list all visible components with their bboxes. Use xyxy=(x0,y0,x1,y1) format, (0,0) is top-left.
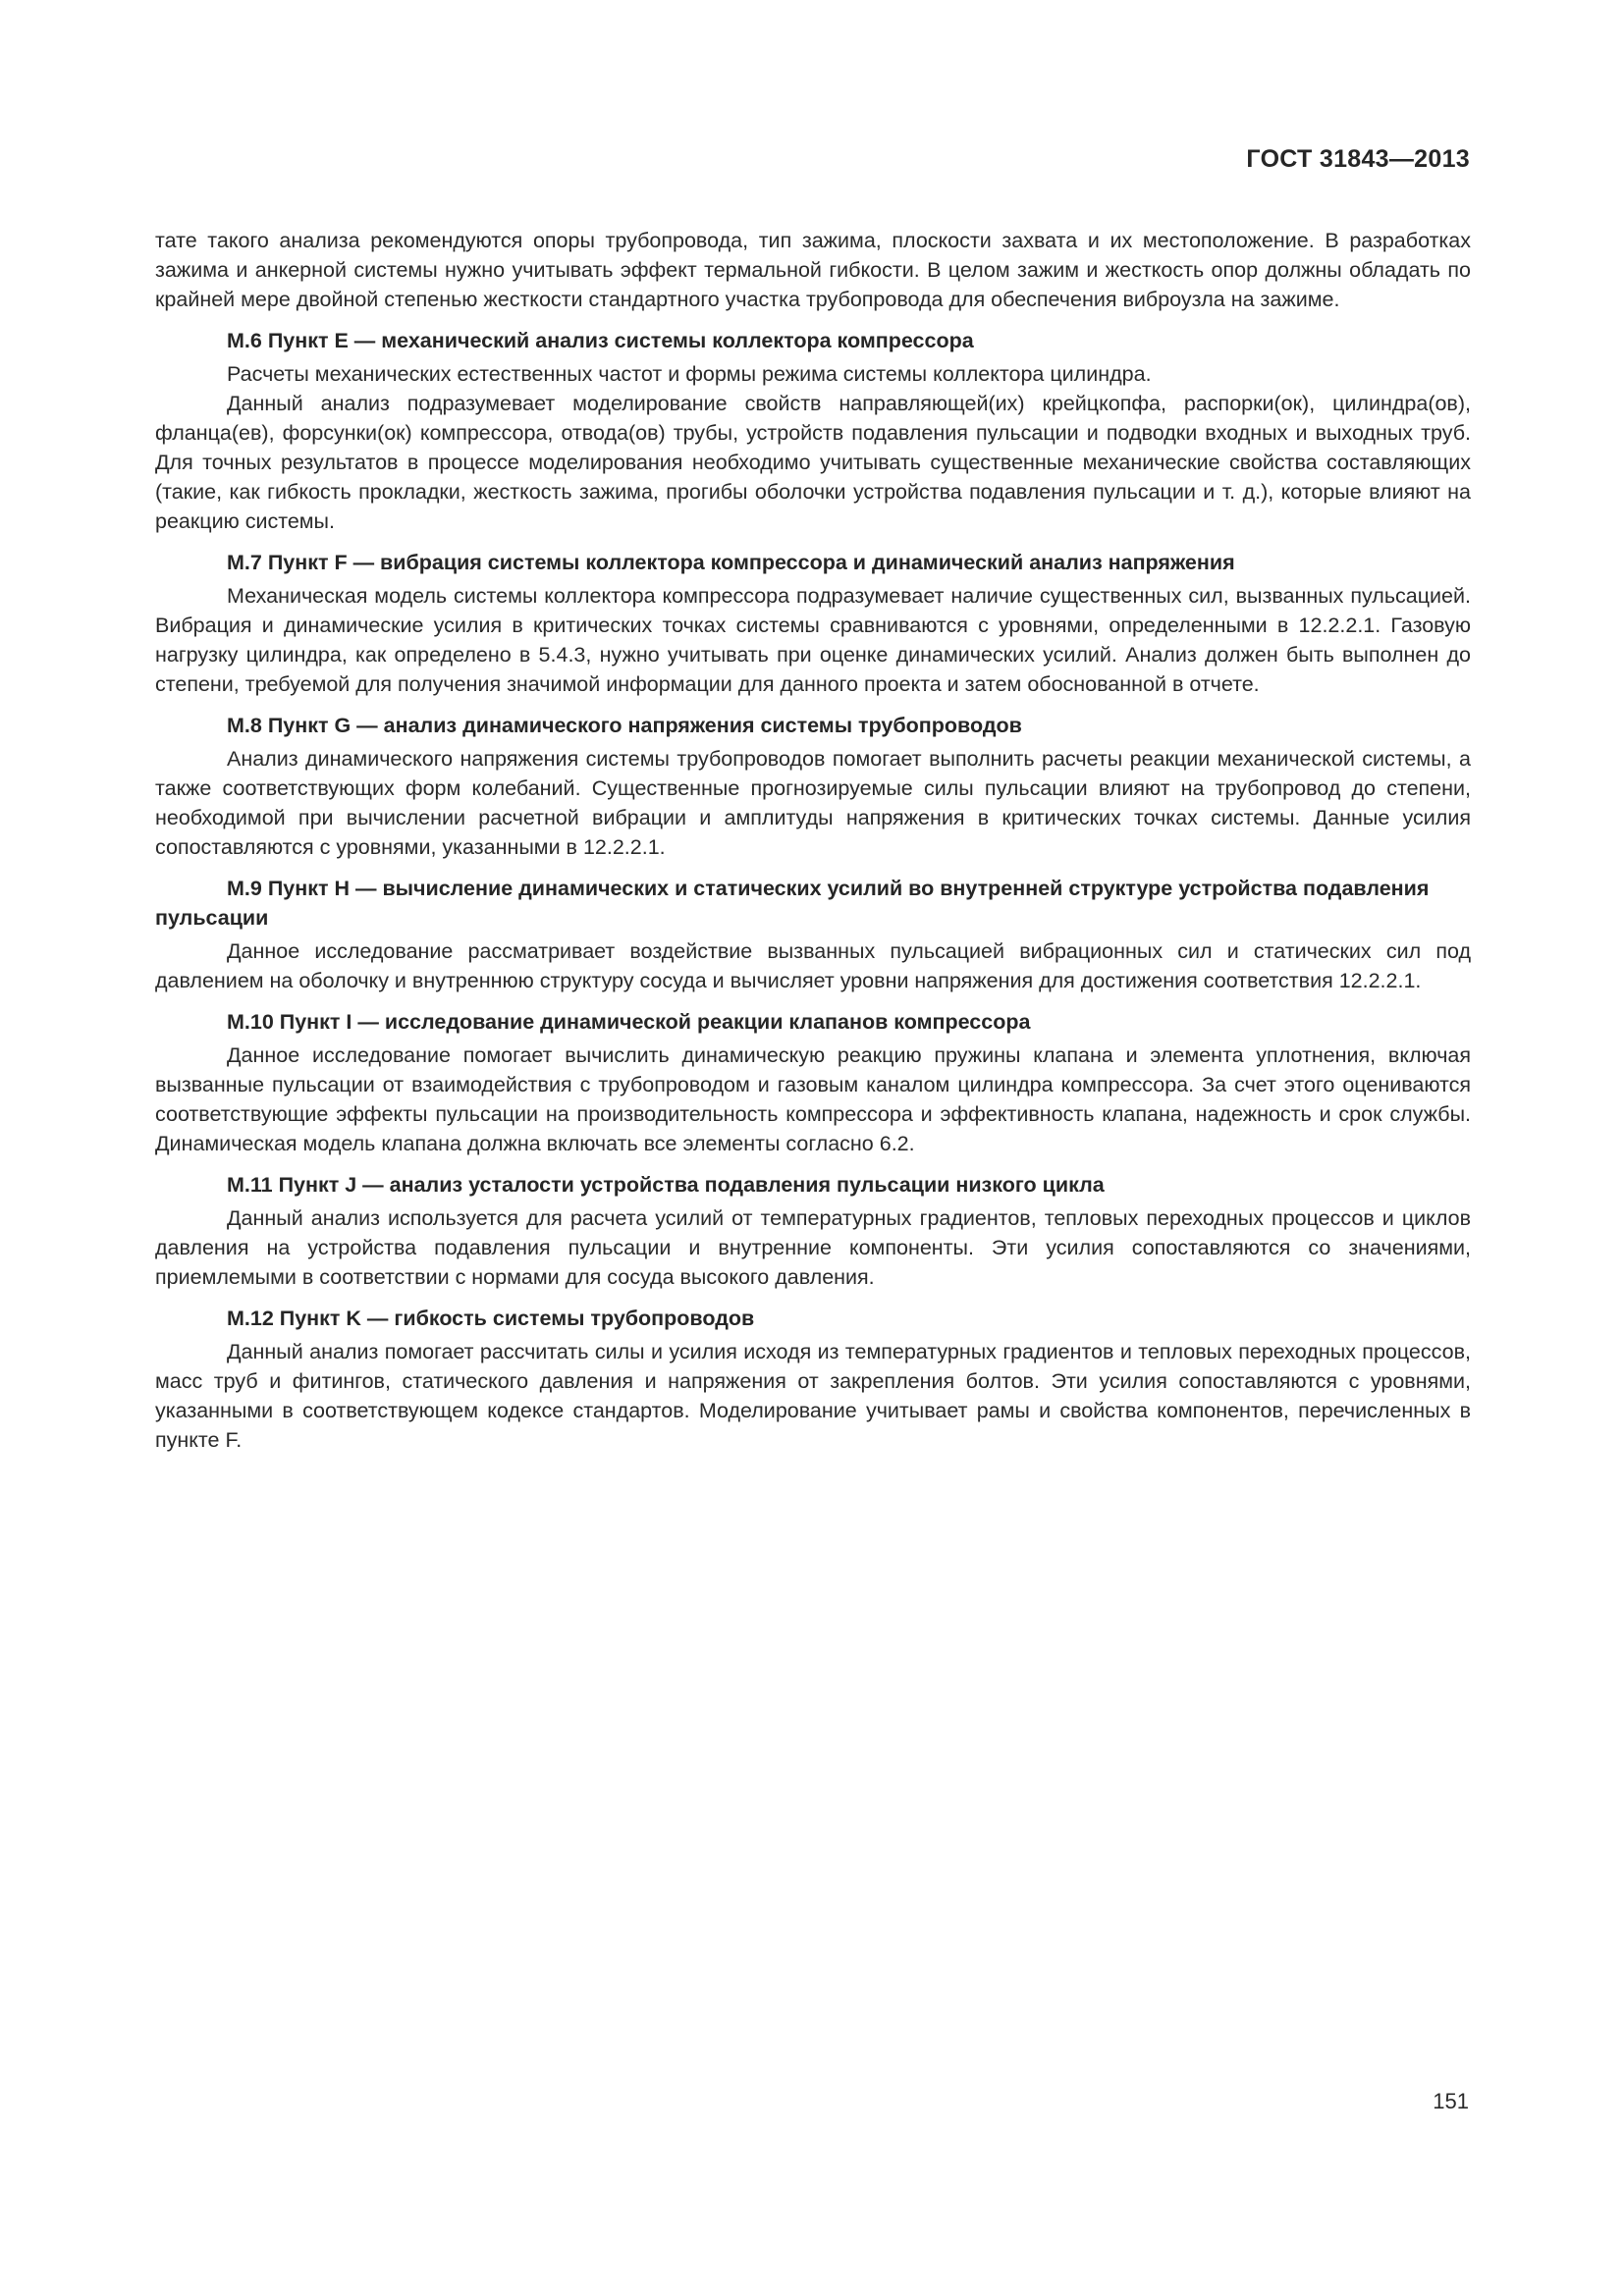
section-heading: М.7 Пункт F — вибрация системы коллектора компрессора и динамический анализ напряжения xyxy=(227,551,1235,574)
section-m8 xyxy=(155,711,1471,862)
section-paragraph: Данное исследование помогает вычислить динамическую реакцию пружины клапана и элемента уплотнения, включая вызванные пульсации от взаимодействия с трубопроводом и газовым каналом цилиндра компрессора. За счет этого оцениваются соответствующие эффекты пульсации на производительность компрессора и эффективность клапана, надежность и срок службы. Динамическая модель клапана должна включать все элементы согласно 6.2. xyxy=(155,1043,1471,1155)
section-heading: М.9 Пункт Н — вычисление динамических и статических усилий во внутренней структуре устройства подавления пульсации xyxy=(155,877,1430,930)
section-heading: М.6 Пункт Е — механический анализ системы коллектора компрессора xyxy=(227,329,974,352)
section-heading: М.11 Пункт J — анализ усталости устройства подавления пульсации низкого цикла xyxy=(227,1173,1105,1197)
section-m11 xyxy=(155,1170,1471,1292)
section-heading: М.8 Пункт G — анализ динамического напряжения системы трубопроводов xyxy=(227,714,1022,737)
section-paragraph: Расчеты механических естественных частот и формы режима системы коллектора цилиндра. xyxy=(227,362,1152,386)
section-paragraph: Данный анализ используется для расчета усилий от температурных градиентов, тепловых переходных процессов и циклов давления на устройства подавления пульсации и внутренние компоненты. Эти усилия сопоставляются со значениями, приемлемыми в соответствии с нормами для сосуда высокого давления. xyxy=(155,1206,1471,1289)
section-heading: М.12 Пункт K — гибкость системы трубопроводов xyxy=(227,1307,755,1330)
document-header: ГОСТ 31843—2013 xyxy=(1246,145,1470,173)
section-paragraph: Механическая модель системы коллектора компрессора подразумевает наличие существенных сил, вызванных пульсацией. Вибрация и динамические усилия в критических точках системы сравниваются с уровнями, определенными в 12.2.2.1. Газовую нагрузку цилиндра, как определено в 5.4.3, нужно учитывать при оценке динамических усилий. Анализ должен быть выполнен до степени, требуемой для получения значимой информации для данного проекта и затем обоснованной в отчете. xyxy=(155,584,1471,696)
section-m10 xyxy=(155,1007,1471,1158)
section-paragraph: Данное исследование рассматривает воздействие вызванных пульсацией вибрационных сил и статических сил под давлением на оболочку и внутреннюю структуру сосуда и вычисляет уровни напряжения для достижения соответствия 12.2.2.1. xyxy=(155,939,1471,992)
section-paragraph: Анализ динамического напряжения системы трубопроводов помогает выполнить расчеты реакции механической системы, а также соответствующих форм колебаний. Существенные прогнозируемые силы пульсации влияют на трубопровод до степени, необходимой при вычислении расчетной вибрации и амплитуды напряжения в критических точках системы. Данные усилия сопоставляются с уровнями, указанными в 12.2.2.1. xyxy=(155,747,1471,859)
section-m12 xyxy=(155,1304,1471,1455)
intro-paragraph: тате такого анализа рекомендуются опоры трубопровода, тип зажима, плоскости захвата и их местоположение. В разработках зажима и анкерной системы нужно учитывать эффект термальной гибкости. В целом зажим и жесткость опор должны обладать по крайней мере двойной степенью жесткости стандартного участка трубопровода для обеспечения виброузла на зажиме. xyxy=(155,229,1471,311)
document-body xyxy=(155,226,1471,1455)
section-m6 xyxy=(155,326,1471,536)
section-m9 xyxy=(155,874,1471,995)
section-m7 xyxy=(155,548,1471,699)
section-paragraph: Данный анализ помогает рассчитать силы и усилия исходя из температурных градиентов и тепловых переходных процессов, масс труб и фитингов, статического давления и напряжения от закрепления болтов. Эти усилия сопоставляются с уровнями, указанными в соответствующем кодексе стандартов. Моделирование учитывает рамы и свойства компонентов, перечисленных в пункте F. xyxy=(155,1340,1471,1452)
section-heading: М.10 Пункт I — исследование динамической реакции клапанов компрессора xyxy=(227,1010,1031,1034)
section-paragraph: Данный анализ подразумевает моделирование свойств направляющей(их) крейцкопфа, распорки(ок), цилиндра(ов), фланца(ев), форсунки(ок) компрессора, отвода(ов) трубы, устройств подавления пульсации и подводки входных и выходных труб. Для точных результатов в процессе моделирования необходимо учитывать существенные механические свойства составляющих (такие, как гибкость прокладки, жесткость зажима, прогибы оболочки устройства подавления пульсации и т. д.), которые влияют на реакцию системы. xyxy=(155,392,1471,533)
page-number: 151 xyxy=(1433,2089,1469,2113)
